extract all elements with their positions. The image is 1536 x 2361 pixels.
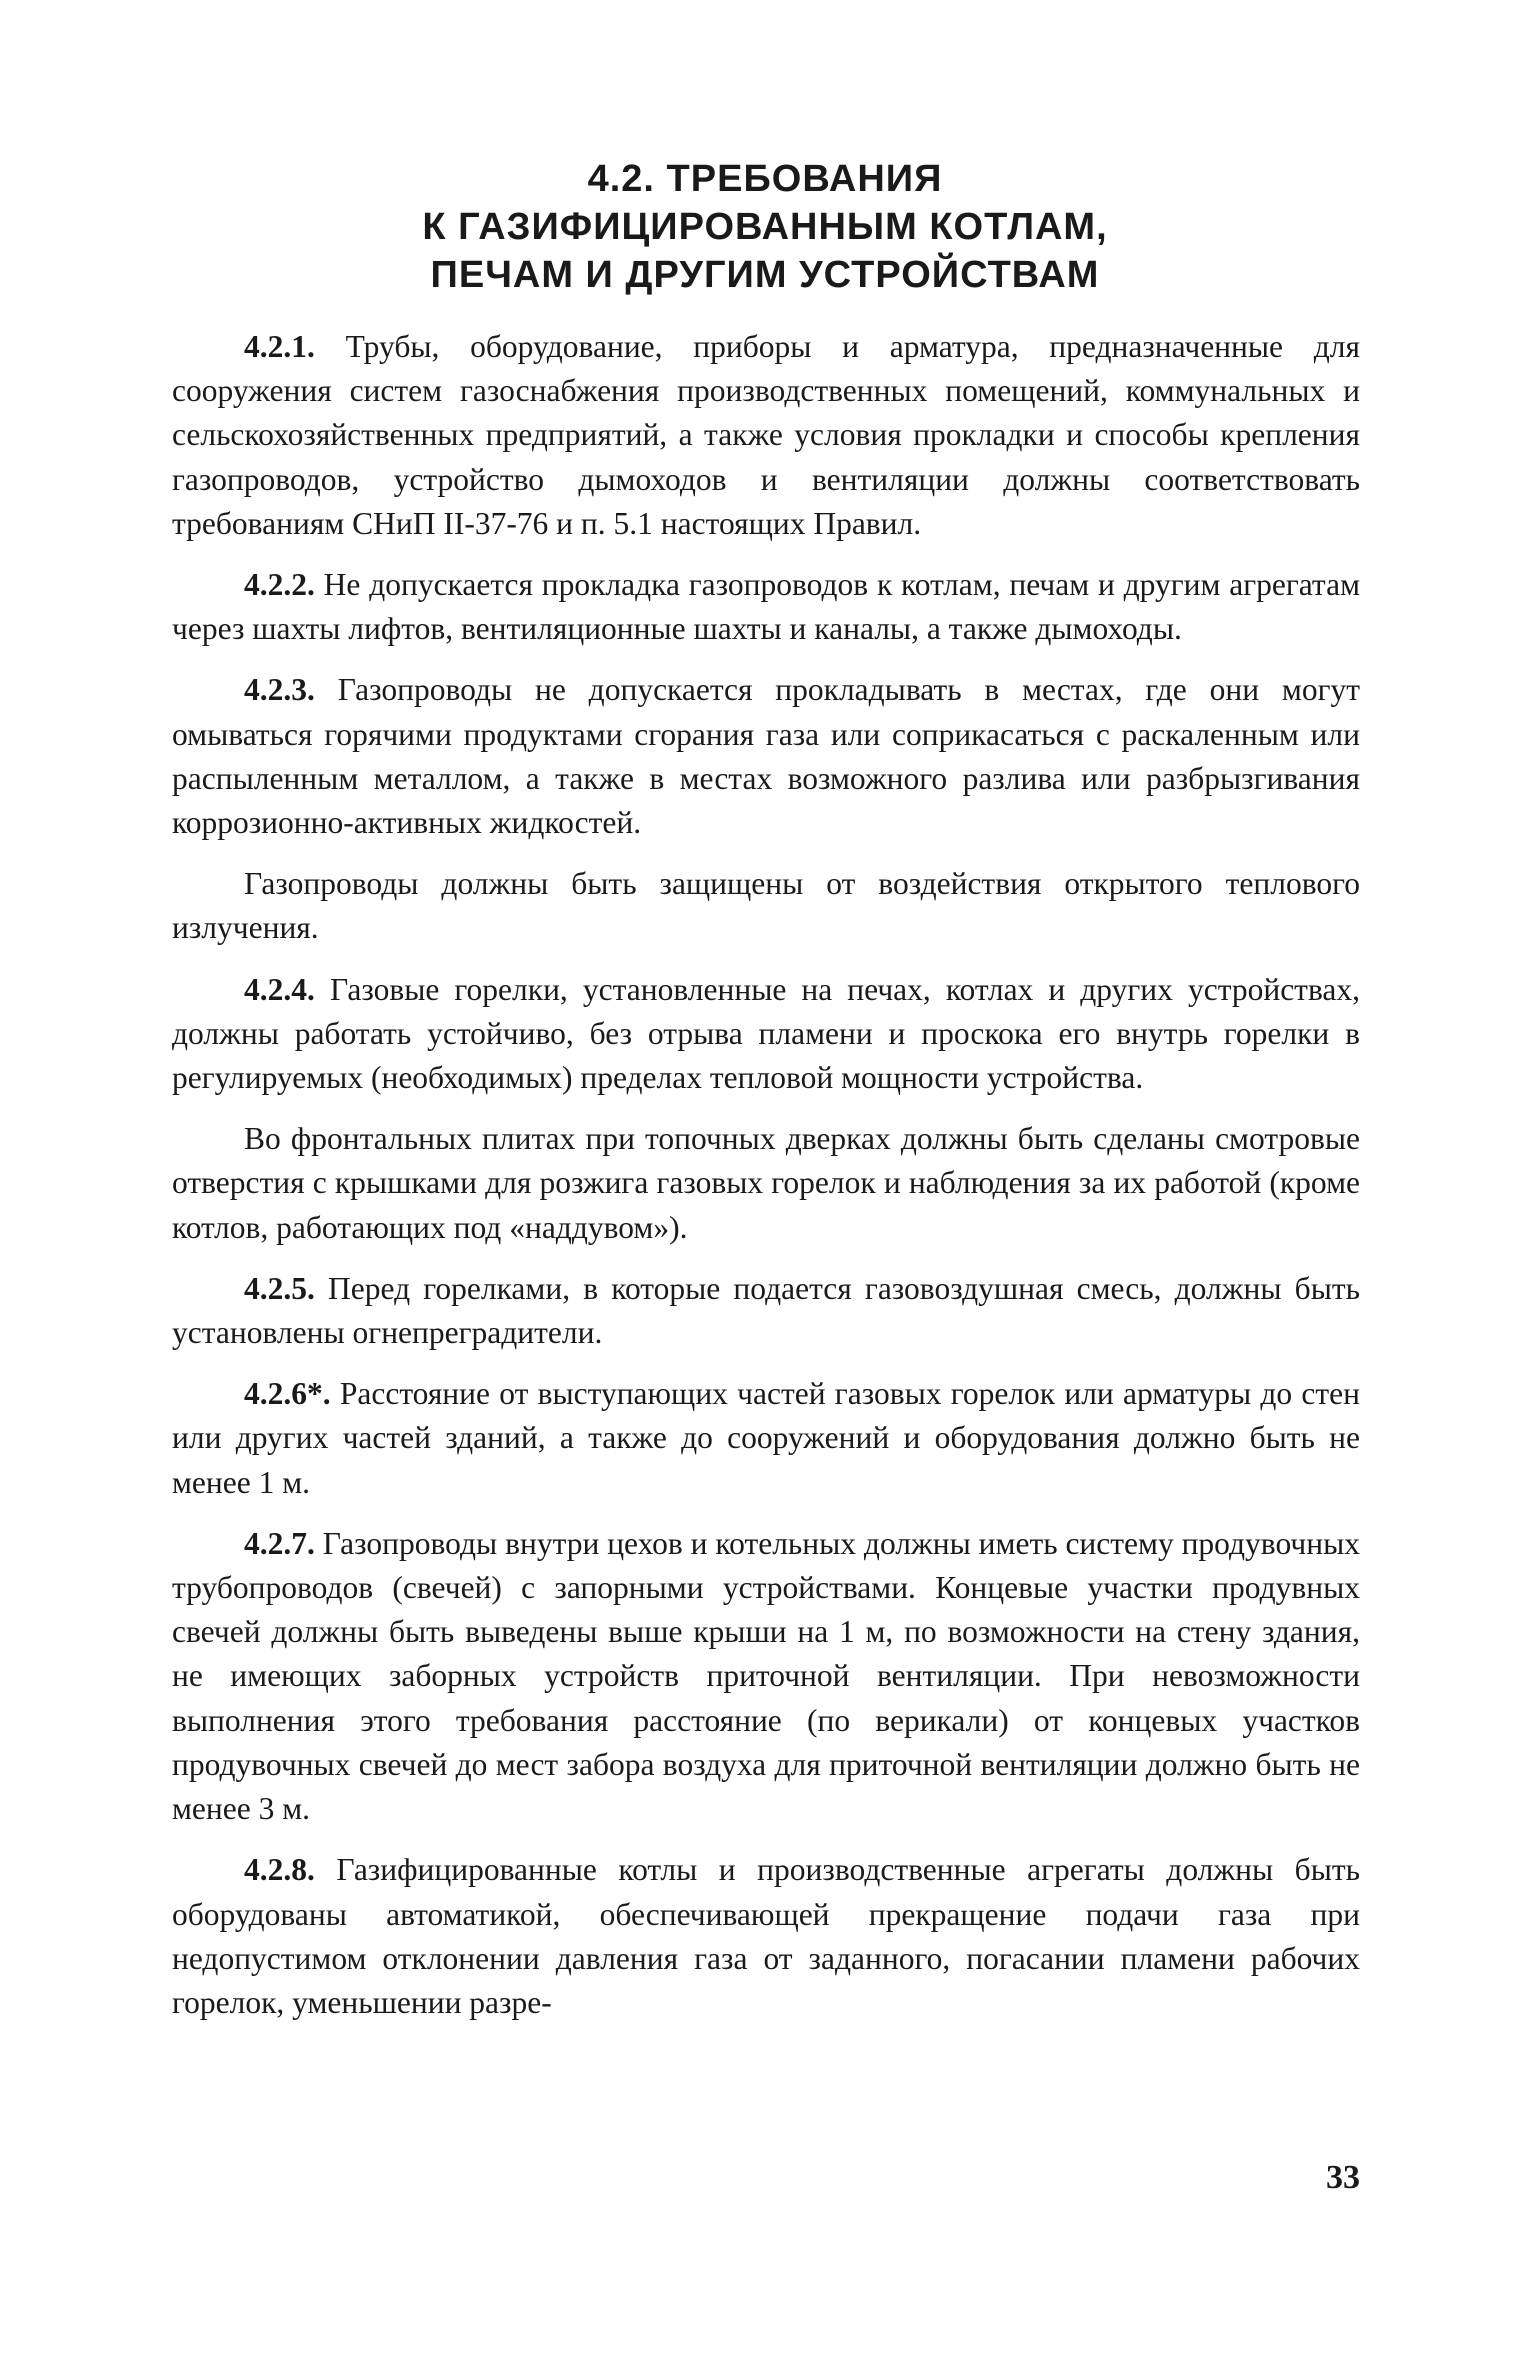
paragraph-4-2-3	[172, 668, 1360, 845]
paragraph-number: 4.2.1.	[244, 329, 315, 364]
paragraph-number: 4.2.8.	[244, 1852, 315, 1888]
heading-line-2: К ГАЗИФИЦИРОВАННЫМ КОТЛАМ,	[422, 206, 1108, 248]
paragraph-text: Газопроводы должны быть защищены от воздействия открытого теплового излучения.	[172, 866, 1360, 946]
section-heading	[170, 155, 1360, 299]
paragraph-4-2-2	[172, 563, 1360, 651]
paragraph-text: Во фронтальных плитах при топочных дверках должны быть сделаны смотровые отверстия с крышками для розжига газовых горелок и наблюдения за их работой (кроме котлов, работающих под «наддувом»).	[172, 1121, 1360, 1245]
paragraph-number: 4.2.5.	[244, 1270, 315, 1306]
paragraph-text: Расстояние от выступающих частей газовых горелок или арматуры до стен или других частей зданий, а также до сооружений и оборудования должно быть не менее 1 м.	[172, 1376, 1360, 1500]
paragraph-text: Газифицированные котлы и производственные агрегаты должны быть оборудованы автоматикой, обеспечивающей прекращение подачи газа при недопустимом отклонении давления газа от заданного, погасании пламени рабочих горелок, уменьшении разре-	[172, 1852, 1360, 2020]
paragraph-4-2-8	[172, 1848, 1360, 2025]
paragraph-4-2-4-continued	[172, 1117, 1360, 1250]
paragraph-number: 4.2.2.	[244, 567, 315, 603]
paragraph-4-2-5	[172, 1267, 1360, 1355]
body-text	[172, 325, 1360, 2042]
paragraph-4-2-7	[172, 1522, 1360, 1831]
heading-line-3: ПЕЧАМ И ДРУГИМ УСТРОЙСТВАМ	[430, 254, 1100, 296]
paragraph-number: 4.2.3.	[244, 672, 315, 708]
paragraph-4-2-4	[172, 968, 1360, 1101]
paragraph-number: 4.2.6*.	[244, 1376, 331, 1412]
paragraph-text: Трубы, оборудование, приборы и арматура, предназначенные для сооружения систем газоснабжения производственных помещений, коммунальных и сельскохозяйственных предприятий, а также условия прокладки и способы крепления газопроводов, устройство дымоходов и вентиляции должны соответствовать требованиям СНиП II-37-76 и п. 5.1 настоящих Правил.	[172, 329, 1361, 541]
heading-line-1: 4.2. ТРЕБОВАНИЯ	[587, 158, 943, 200]
paragraph-4-2-6	[172, 1372, 1360, 1505]
paragraph-number: 4.2.7.	[244, 1525, 315, 1561]
paragraph-number: 4.2.4.	[244, 971, 315, 1007]
paragraph-text: Перед горелками, в которые подается газовоздушная смесь, должны быть установлены огнепреградители.	[172, 1270, 1360, 1351]
paragraph-text: Газопроводы внутри цехов и котельных должны иметь систему продувочных трубопроводов (свечей) с запорными устройствами. Концевые участки продувных свечей должны быть выведены выше крыши на 1 м, по возможности на стену здания, не имеющих заборных устройств приточной вентиляции. При невозможности выполнения этого требования расстояние (по верикали) от концевых участков продувочных свечей до мест забора воздуха для приточной вентиляции должно быть не менее 3 м.	[172, 1525, 1361, 1827]
paragraph-4-2-1	[172, 325, 1360, 546]
paragraph-4-2-3-continued	[172, 862, 1360, 950]
paragraph-text: Газопроводы не допускается прокладывать в местах, где они могут омываться горячими продуктами сгорания газа или соприкасаться с раскаленным или распыленным металлом, а также в местах возможного разлива или разбрызгивания коррозионно-активных жидкостей.	[172, 672, 1360, 841]
page-number: 33	[1326, 2159, 1360, 2196]
paragraph-text: Газовые горелки, установленные на печах, котлах и других устройствах, должны работать устойчиво, без отрыва пламени и проскока его внутрь горелки в регулируемых (необходимых) пределах тепловой мощности устройства.	[172, 971, 1361, 1096]
paragraph-text: Не допускается прокладка газопроводов к котлам, печам и другим агрегатам через шахты лифтов, вентиляционные шахты и каналы, а также дымоходы.	[172, 567, 1361, 647]
